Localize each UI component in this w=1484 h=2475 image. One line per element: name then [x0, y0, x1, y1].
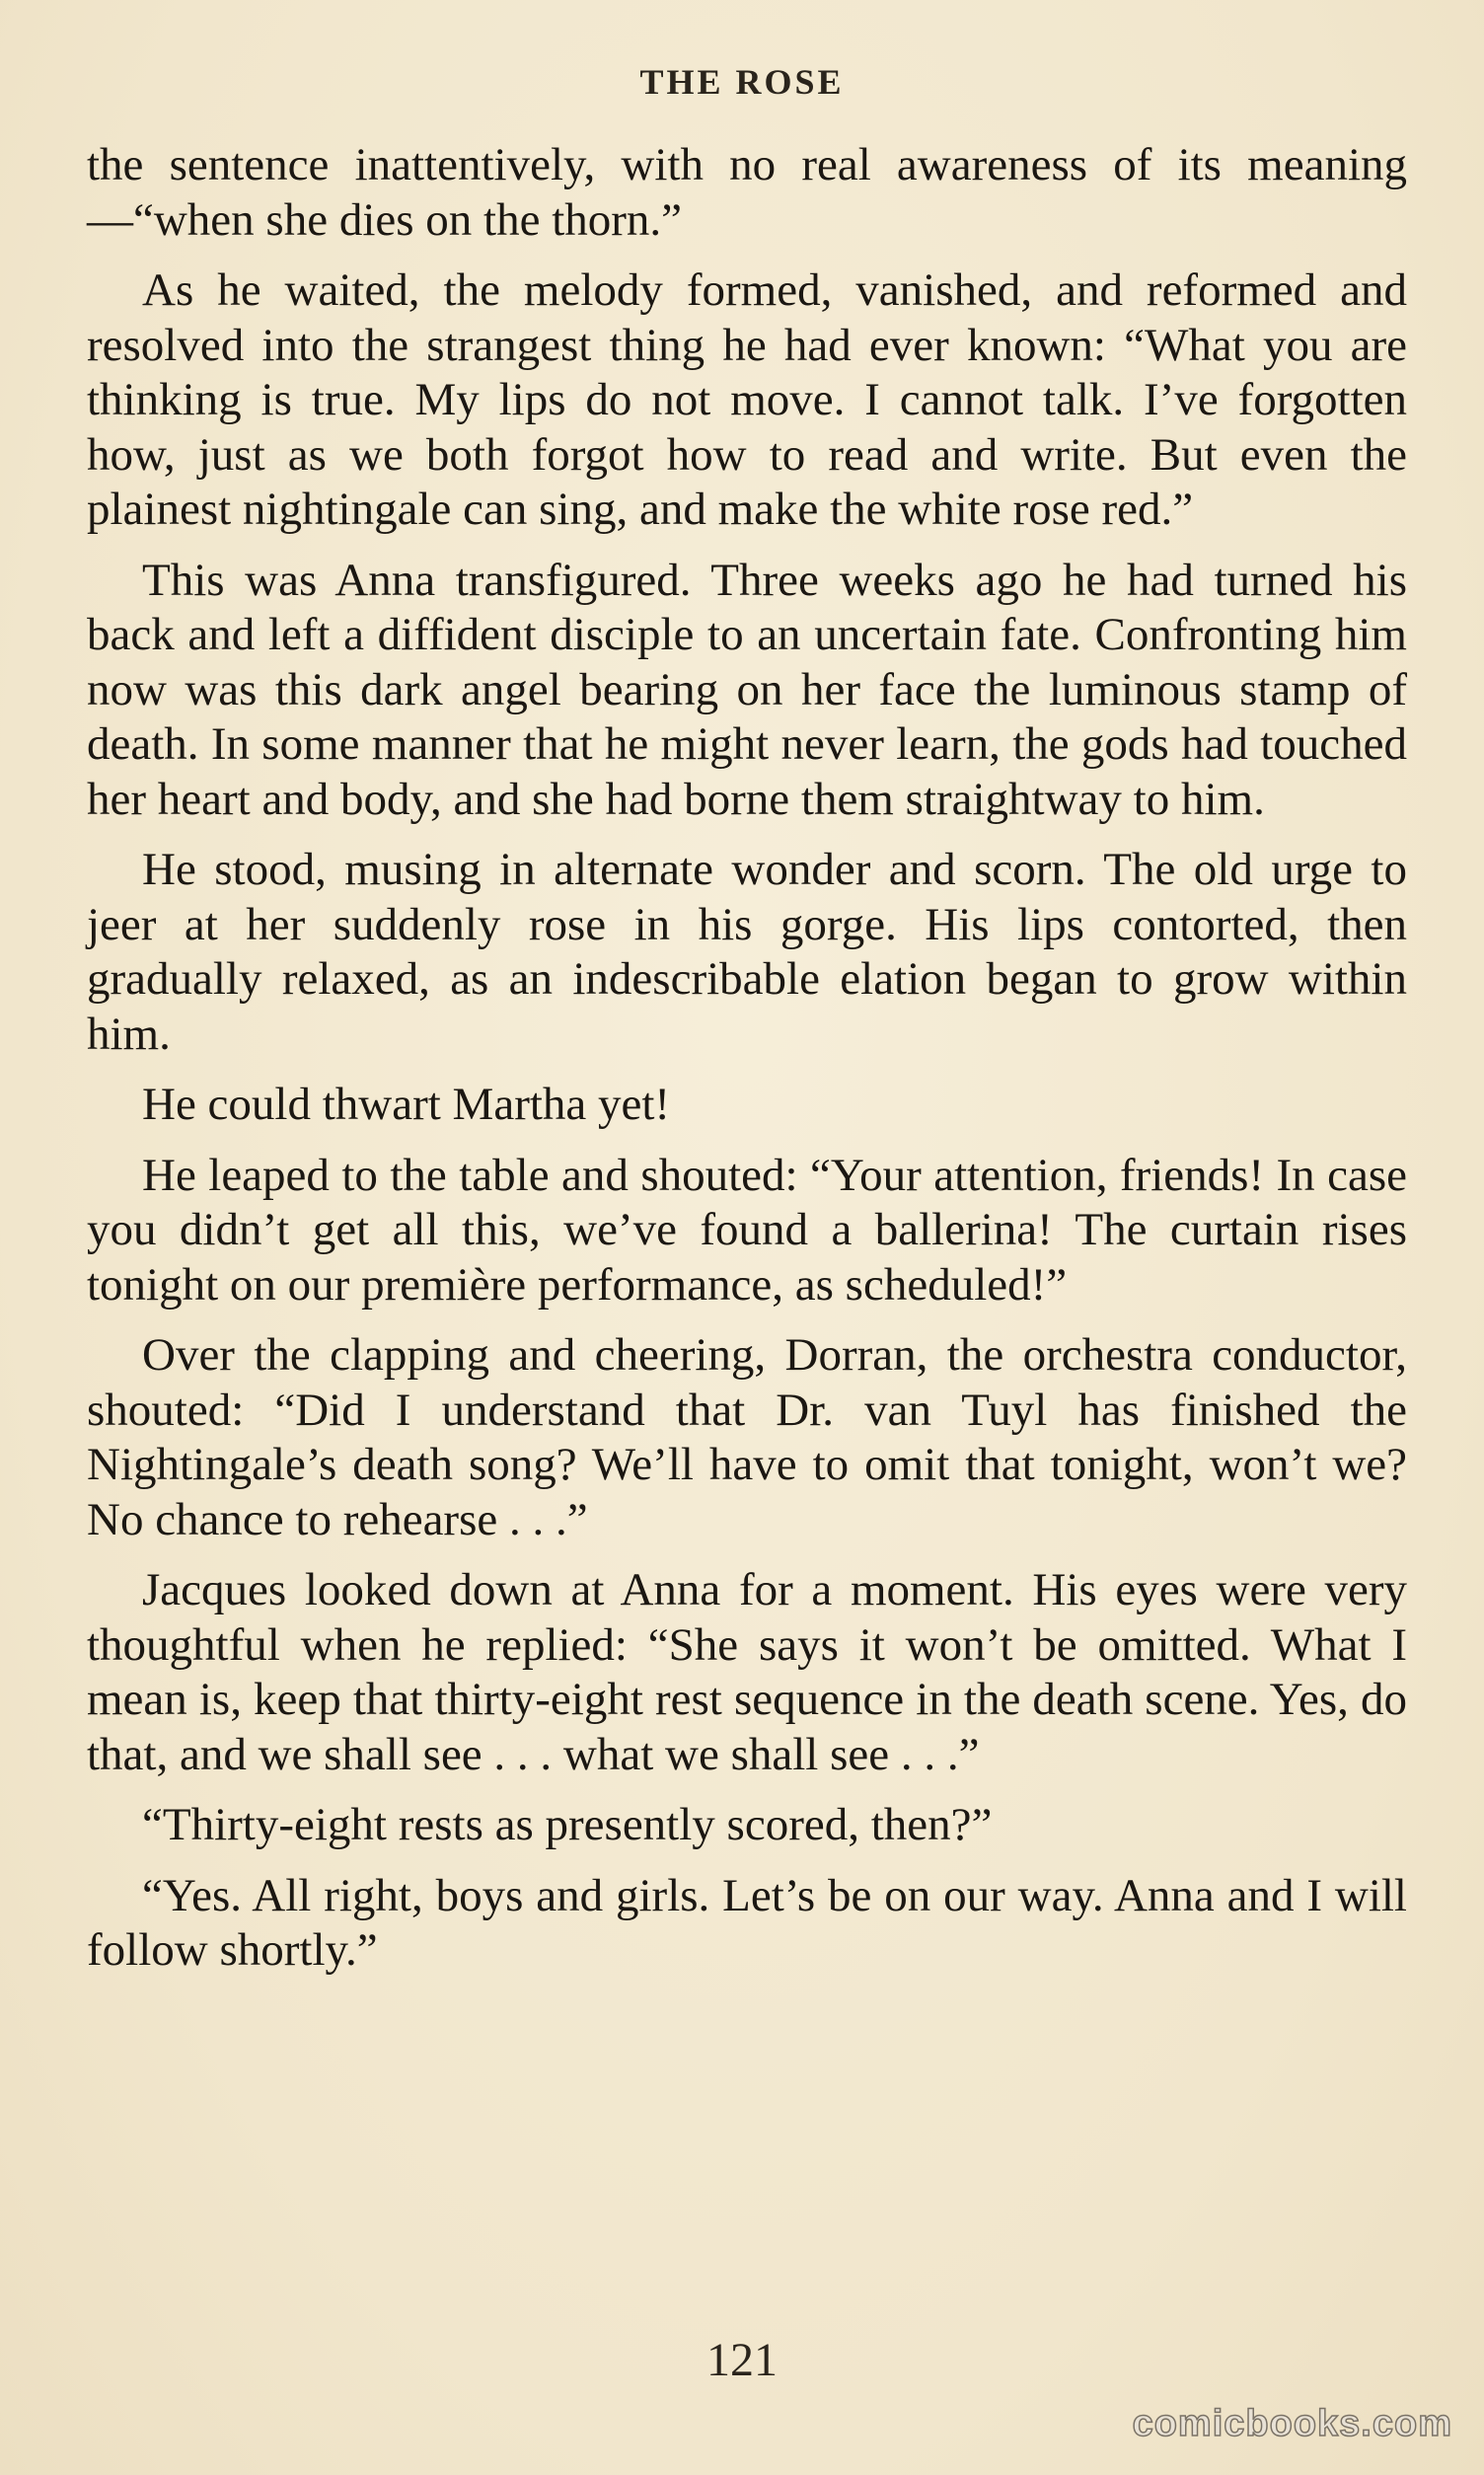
paragraph: the sentence inattentively, with no real awareness of its meaning—“when she dies on the thorn.” — [87, 139, 1407, 246]
page-number: 121 — [706, 2334, 778, 2386]
paragraph: He could thwart Martha yet! — [142, 1079, 671, 1130]
running-title: THE ROSE — [639, 62, 845, 102]
site-watermark: comicbooks.com — [1132, 2403, 1452, 2444]
paragraph: He leaped to the table and shouted: “Your attention, friends! In case you didn’t get all this, we’ve found a ballerina! The curtain rises tonight on our première performance, as scheduled!” — [87, 1149, 1407, 1311]
body-text — [87, 138, 1407, 1994]
paragraph: “Yes. All right, boys and girls. Let’s be on our way. Anna and I will follow shortly.” — [87, 1869, 1407, 1976]
paragraph: He stood, musing in alternate wonder and scorn. The old urge to jeer at her suddenly rose in his gorge. His lips contorted, then gradually relaxed, as an indescribable elation began to grow within him. — [87, 844, 1407, 1060]
paragraph: Jacques looked down at Anna for a moment. His eyes were very thoughtful when he replied: “She says it won’t be omitted. What I mean is, keep that thirty-eight rest sequence in the death scene. Yes, do that, and we shall see . . . what we shall see . . .” — [87, 1564, 1407, 1780]
paragraph: As he waited, the melody formed, vanished, and reformed and resolved into the strangest thing he had ever known: “What you are thinking is true. My lips do not move. I cannot talk. I’ve forgotten how, just as we both forgot how to read and write. But even the plainest nightingale can sing, and make the white rose red.” — [87, 264, 1407, 535]
paragraph: This was Anna transfigured. Three weeks ago he had turned his back and left a diffident disciple to an uncertain fate. Confronting him now was this dark angel bearing on her face the luminous stamp of death. In some manner that he might never learn, the gods had touched her heart and body, and she had borne them straightway to him. — [87, 554, 1407, 825]
paragraph: “Thirty-eight rests as presently scored, then?” — [142, 1799, 993, 1850]
paragraph: Over the clapping and cheering, Dorran, the orchestra conductor, shouted: “Did I understand that Dr. van Tuyl has finished the Nightingale’s death song? We’ll have to omit that tonight, won’t we? No chance to rehearse . . .” — [87, 1329, 1407, 1545]
